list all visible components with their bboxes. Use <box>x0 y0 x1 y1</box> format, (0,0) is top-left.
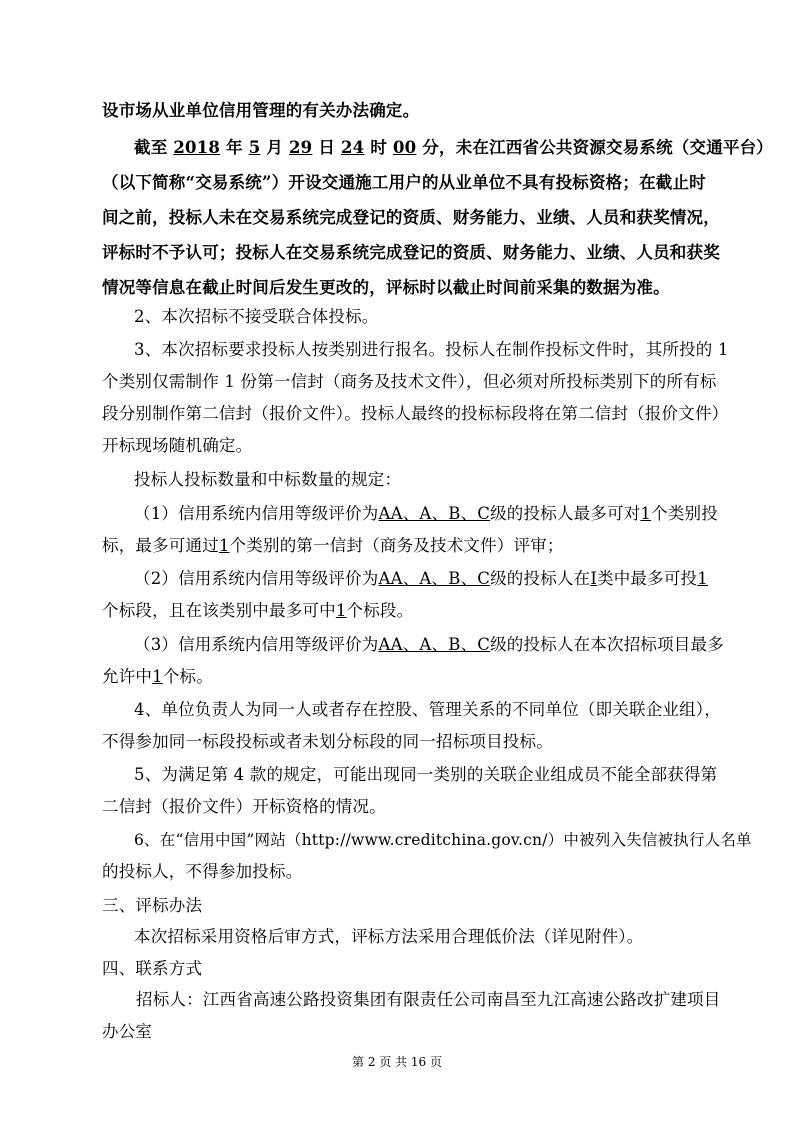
section-4-line-2: 办公室 <box>102 1022 153 1041</box>
deadline-day: 29 <box>289 138 313 157</box>
rule-3-grades: AA、A、B、C <box>378 635 491 654</box>
section-3-body: 本次招标采用资格后审方式，评标方法采用合理低价法（详见附件）。 <box>134 927 644 946</box>
item-5-line-1: 5、为满足第 4 款的规定，可能出现同一类别的关联企业组成员不能全部获得第 <box>134 765 718 784</box>
item-6-line-1: 6、在“信用中国”网站（http://www.creditchina.gov.cn/）中被列入失信被执行人名单 <box>134 831 752 849</box>
deadline-line-5: 情况等信息在截止时间后发生更改的，评标时以截止时间前采集的数据为准。 <box>102 278 670 297</box>
item-2: 2、本次招标不接受联合体投标。 <box>134 307 379 326</box>
rule-1-grades: AA、A、B、C <box>378 504 491 523</box>
deadline-line-1: 截至 2018 年 5 月 29 日 24 时 00 分，未在江西省公共资源交易系统（交通平台） <box>134 138 773 157</box>
rule-2-grades: AA、A、B、C <box>378 569 491 588</box>
page-number: 第 2 页 共 16 页 <box>352 1055 442 1069</box>
item-3-line-4: 开标现场随机确定。 <box>102 436 253 455</box>
rule-3-line-1: （3）信用系统内信用等级评价为AA、A、B、C级的投标人在本次招标项目最多 <box>134 635 724 654</box>
rule-1-line-2: 标，最多可通过1个类别的第一信封（商务及技术文件）评审； <box>102 536 564 555</box>
item-5-line-2: 二信封（报价文件）开标资格的情况。 <box>102 797 386 816</box>
item-4-line-1: 4、单位负责人为同一人或者存在控股、管理关系的不同单位（即关联企业组）， <box>134 700 721 719</box>
rules-heading: 投标人投标数量和中标数量的规定： <box>134 470 402 489</box>
rule-3-line-2: 允许中1个标。 <box>102 667 213 686</box>
intro-line: 设市场从业单位信用管理的有关办法确定。 <box>102 101 420 120</box>
item-3-line-3: 段分别制作第二信封（报价文件）。投标人最终的投标标段将在第二信封（报价文件） <box>102 404 729 423</box>
deadline-line-3: 间之前，投标人未在交易系统完成登记的资质、财务能力、业绩、人员和获奖情况， <box>102 208 720 227</box>
deadline-month: 5 <box>248 138 261 157</box>
rule-2-line-2: 个标段，且在该类别中最多可中1个标段。 <box>102 601 414 620</box>
item-4-line-2: 不得参加同一标段投标或者未划分标段的同一招标项目投标。 <box>102 732 553 751</box>
deadline-line-2: （以下简称“交易系统”）开设交通施工用户的从业单位不具有投标资格；在截止时 <box>102 173 706 192</box>
deadline-year: 2018 <box>173 138 221 157</box>
rule-2-line-1: （2）信用系统内信用等级评价为AA、A、B、C级的投标人在Ⅰ类中最多可投1 <box>134 569 708 588</box>
item-3-line-2: 个类别仅需制作 1 份第一信封（商务及技术文件），但必须对所投标类别下的所有标 <box>102 372 717 391</box>
deadline-line-4: 评标时不予认可；投标人在交易系统完成登记的资质、财务能力、业绩、人员和获奖 <box>102 243 720 262</box>
section-4-line-1: 招标人：江西省高速公路投资集团有限责任公司南昌至九江高速公路改扩建项目 <box>136 990 721 1009</box>
section-3-heading: 三、评标办法 <box>102 896 203 915</box>
section-4-heading: 四、联系方式 <box>102 959 203 978</box>
item-3-line-1: 3、本次招标要求投标人按类别进行报名。投标人在制作投标文件时，其所投的 1 <box>134 340 729 359</box>
item-6-line-2: 的投标人，不得参加投标。 <box>102 862 303 881</box>
rule-1-line-1: （1）信用系统内信用等级评价为AA、A、B、C级的投标人最多可对1个类别投 <box>134 504 718 523</box>
deadline-minute: 00 <box>392 138 417 157</box>
deadline-hour: 24 <box>340 138 365 157</box>
